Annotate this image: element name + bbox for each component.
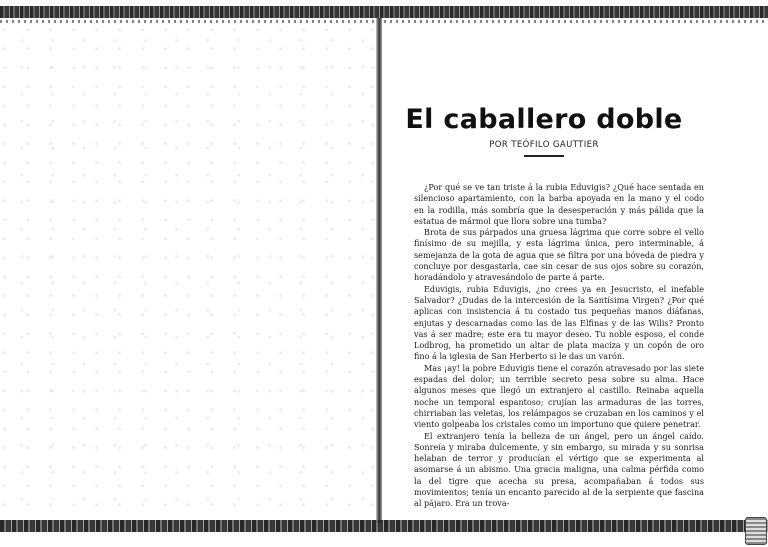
paragraph: ¿Por qué se ve tan triste á la rubia Eduvigis? ¿Qué hace sentada en silencioso apartamiento, con la barba apoyada en la mano y el codo en la rodilla, más sombría que la desesperación y más pálida que la estatua de mármol que llora sobre una tumba?: [414, 182, 704, 226]
paragraph: El extranjero tenía la belleza de un ángel, pero un ángel caído. Sonreía y miraba dulcemente, y sin embargo, su mirada y su sonrisa helaban de terror y producían el vértigo que se experimenta al asomarse á un abismo. Una gracia maligna, una calma pérfida como la del tigre que acecha su presa, acompañaban á todos sus movimientos; tenía un encanto parecido al de la serpiente que fascina al pájaro. Era un trova-: [414, 430, 704, 509]
library-stamp-icon: [745, 517, 767, 545]
article-body: [414, 182, 704, 510]
top-page-edge-shadow: [0, 20, 768, 23]
article-title: El caballero doble: [405, 104, 683, 135]
paragraph: Mas ¡ay! la pobre Eduvigis tiene el corazón atravesado por las siete espadas del dolor; un terrible secreto pesa sobre su alma. Hace algunos meses que llegó un extranjero al castillo. Reinaba aquella noche un temporal espantoso; crujían las armaduras de las torres, chirriaban las veletas, los relámpagos se cruzaban en los caminos y el viento golpeaba los cristales como un importuno que quiere penetrar.: [414, 362, 704, 430]
bottom-page-edge: [0, 520, 768, 532]
article-author: POR TEÓFILO GAUTTIER: [489, 140, 599, 150]
right-page: [384, 24, 756, 518]
paragraph: Eduvigis, rubia Eduvigis, ¿no crees ya en Jesucristo, el inefable Salvador? ¿Dudas de la intercesión de la Santísima Virgen? ¿Por qué aplicas con insistencia á tu costado tus pequeñas manos diáfanas, enjutas y descarnadas como las de las Elfinas y de las Wilis? Pronto vas á ser madre; este era tu mayor deseo. Tu noble esposo, el conde Lodbrog, ha prometido un altar de plata maciza y un copón de oro fino á la iglesia de San Herberto si le das un varón.: [414, 283, 704, 362]
book-gutter: [376, 18, 382, 523]
left-page-blank: [0, 24, 375, 518]
top-page-edge: [0, 6, 768, 18]
title-divider: [524, 155, 564, 157]
paragraph: Brota de sus párpados una gruesa lágrima que corre sobre el vello finísimo de su mejilla, y esta lágrima única, pero interminable, á semejanza de la gota de agua que se filtra por una bóveda de piedra y concluye por desgastarla, cae sin cesar de sus ojos sobre su corazón, horadándolo y atravesándolo de parte á parte.: [414, 227, 704, 283]
